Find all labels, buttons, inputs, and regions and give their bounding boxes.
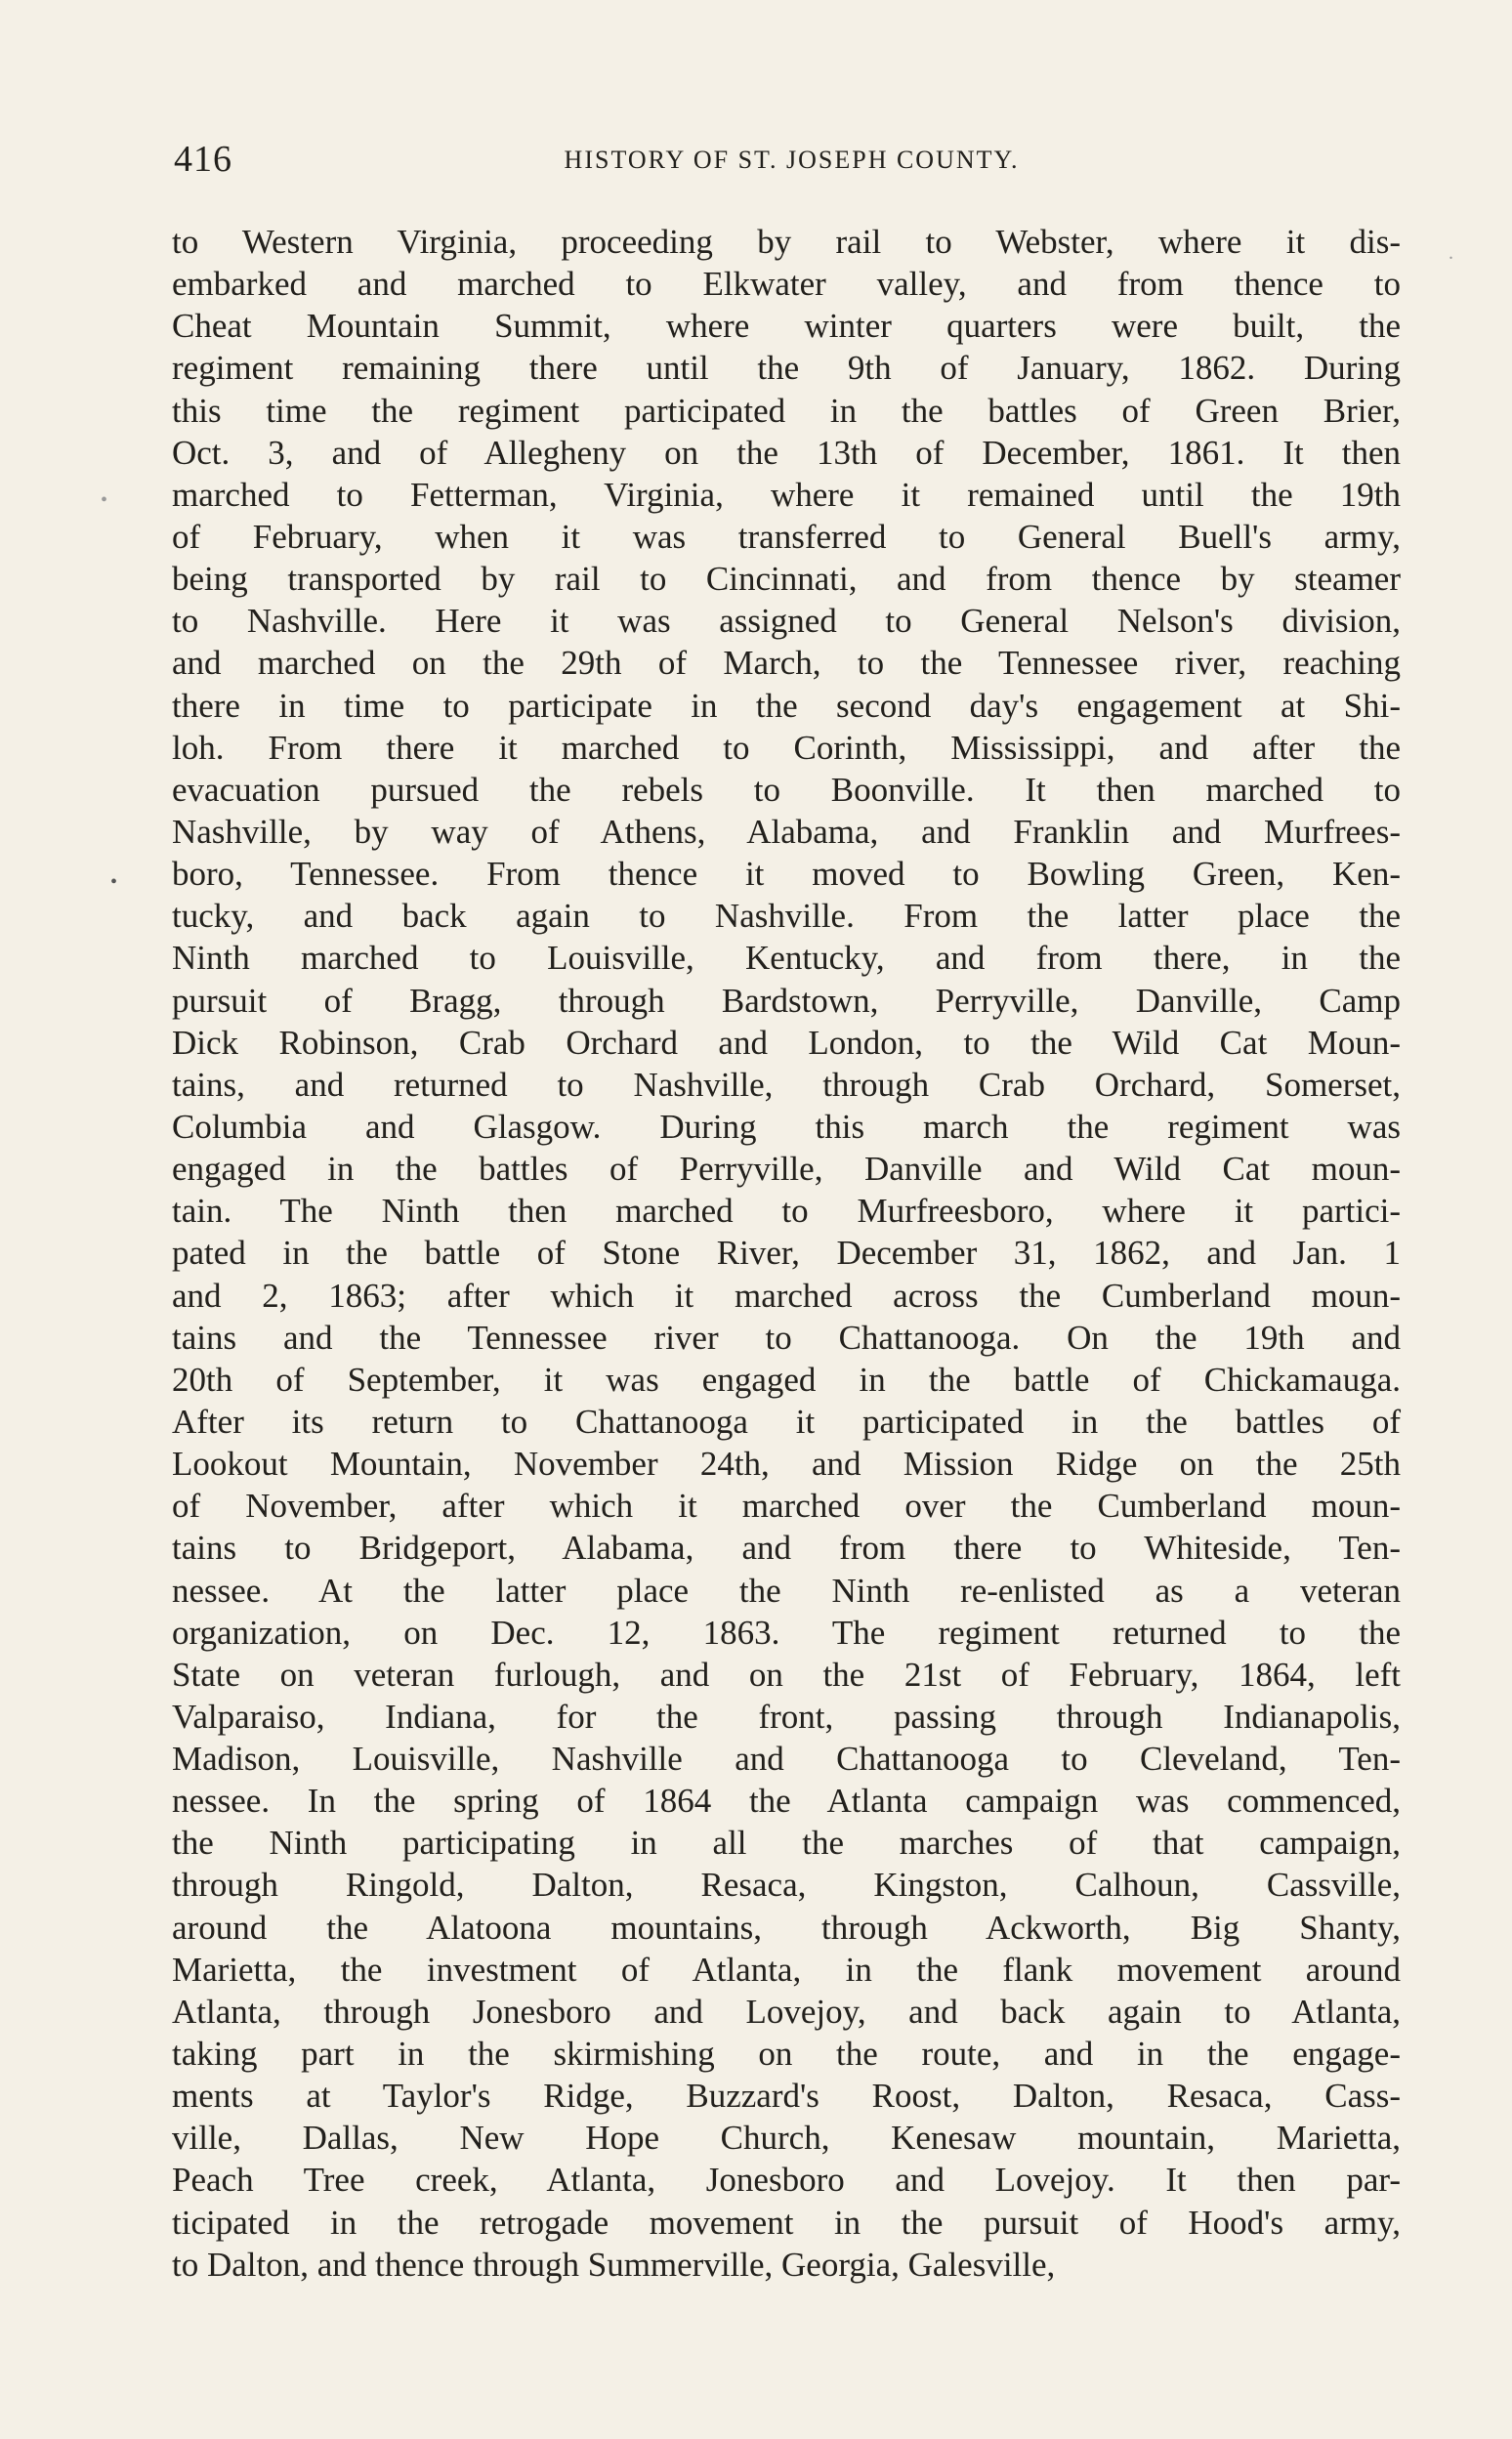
text-line: Columbia and Glasgow. During this march the regiment was [172,1107,1401,1146]
text-line: of November, after which it marched over the Cumberland moun- [172,1487,1401,1526]
text-line: Marietta, the investment of Atlanta, in the flank movement around [172,1950,1401,1989]
text-line: Lookout Mountain, November 24th, and Mission Ridge on the 25th [172,1445,1401,1484]
page-header [174,138,1409,181]
text-line: taking part in the skirmishing on the route, and in the engage- [172,2035,1401,2074]
text-line: around the Alatoona mountains, through Ackworth, Big Shanty, [172,1908,1401,1947]
text-line: and 2, 1863; after which it marched across the Cumberland moun- [172,1276,1401,1315]
text-line: ville, Dallas, New Hope Church, Kenesaw mountain, Marietta, [172,2119,1401,2158]
running-title: HISTORY OF ST. JOSEPH COUNTY. [564,146,1020,174]
text-line: Nashville, by way of Athens, Alabama, and Franklin and Murfrees- [172,812,1401,851]
margin-dot-mark: • [101,489,108,511]
text-line: Oct. 3, and of Allegheny on the 13th of December, 1861. It then [172,433,1401,472]
text-line: Peach Tree creek, Atlanta, Jonesboro and Lovejoy. It then par- [172,2161,1401,2200]
text-line: Dick Robinson, Crab Orchard and London, to the Wild Cat Moun- [172,1023,1401,1062]
text-line: Ninth marched to Louisville, Kentucky, and from there, in the [172,939,1401,978]
margin-dot-mark: • [110,871,118,893]
text-line: this time the regiment participated in the battles of Green Brier, [172,391,1401,430]
text-line: regiment remaining there until the 9th of January, 1862. During [172,349,1401,388]
text-line: embarked and marched to Elkwater valley, and from thence to [172,265,1401,304]
text-line: nessee. In the spring of 1864 the Atlanta campaign was commenced, [172,1782,1401,1821]
text-line: tucky, and back again to Nashville. From the latter place the [172,897,1401,936]
text-line: nessee. At the latter place the Ninth re-enlisted as a veteran [172,1571,1401,1610]
text-line: tains to Bridgeport, Alabama, and from there to Whiteside, Ten- [172,1529,1401,1568]
text-line: ticipated in the retrogade movement in the pursuit of Hood's army, [172,2203,1401,2242]
text-line: of February, when it was transferred to General Buell's army, [172,517,1401,556]
text-line: there in time to participate in the second day's engagement at Shi- [172,686,1401,725]
text-line: Madison, Louisville, Nashville and Chattanooga to Cleveland, Ten- [172,1740,1401,1779]
text-line: engaged in the battles of Perryville, Danville and Wild Cat moun- [172,1150,1401,1189]
body-text [172,221,1401,2286]
text-line: Atlanta, through Jonesboro and Lovejoy, and back again to Atlanta, [172,1992,1401,2031]
text-line: pated in the battle of Stone River, December 31, 1862, and Jan. 1 [172,1234,1401,1273]
text-line: Valparaiso, Indiana, for the front, passing through Indianapolis, [172,1697,1401,1736]
text-line: to Dalton, and thence through Summerville, Georgia, Galesville, [172,2245,1056,2284]
text-line: evacuation pursued the rebels to Boonville. It then marched to [172,770,1401,809]
text-line: the Ninth participating in all the marches of that campaign, [172,1824,1401,1863]
text-line: and marched on the 29th of March, to the Tennessee river, reaching [172,644,1401,683]
text-line: marched to Fetterman, Virginia, where it remained until the 19th [172,475,1401,514]
text-line: State on veteran furlough, and on the 21st of February, 1864, left [172,1655,1401,1694]
text-line: pursuit of Bragg, through Bardstown, Perryville, Danville, Camp [172,981,1401,1020]
page-number: 416 [174,139,232,180]
margin-dot-mark: . [1449,242,1453,264]
text-line: ments at Taylor's Ridge, Buzzard's Roost, Dalton, Resaca, Cass- [172,2077,1401,2116]
text-line: being transported by rail to Cincinnati, and from thence by steamer [172,560,1401,599]
text-line: tains and the Tennessee river to Chattanooga. On the 19th and [172,1318,1401,1357]
text-line: Cheat Mountain Summit, where winter quarters were built, the [172,307,1401,346]
text-line: tain. The Ninth then marched to Murfreesboro, where it partici- [172,1192,1401,1231]
text-line: organization, on Dec. 12, 1863. The regiment returned to the [172,1613,1401,1652]
text-line: tains, and returned to Nashville, through Crab Orchard, Somerset, [172,1065,1401,1104]
text-line: through Ringold, Dalton, Resaca, Kingston, Calhoun, Cassville, [172,1866,1401,1905]
text-line: 20th of September, it was engaged in the battle of Chickamauga. [172,1360,1401,1399]
text-line: boro, Tennessee. From thence it moved to Bowling Green, Ken- [172,855,1401,894]
text-line: to Western Virginia, proceeding by rail to Webster, where it dis- [172,223,1401,261]
text-line: to Nashville. Here it was assigned to General Nelson's division, [172,602,1401,641]
text-line: loh. From there it marched to Corinth, Mississippi, and after the [172,728,1401,767]
text-line: After its return to Chattanooga it participated in the battles of [172,1402,1401,1441]
